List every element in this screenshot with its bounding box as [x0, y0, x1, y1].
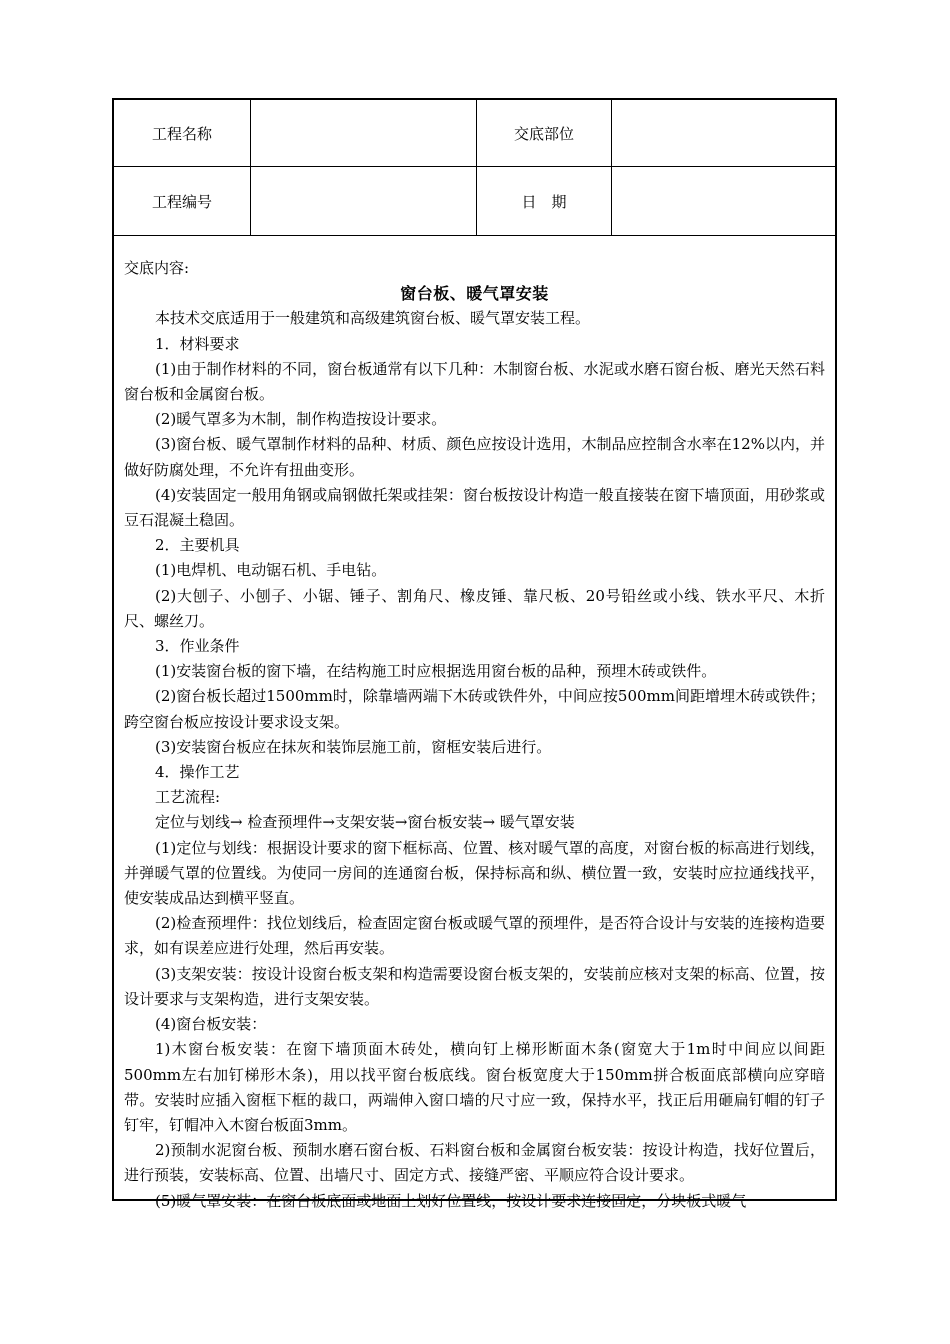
project-name-label: 工程名称: [151, 124, 212, 143]
section-heading: 1．材料要求: [155, 334, 240, 353]
project-number-value: [251, 167, 476, 235]
paragraph: (2)暖气罩多为木制，制作构造按设计要求。: [155, 410, 447, 429]
section-heading: 4．操作工艺: [155, 763, 240, 782]
paragraph: (1)定位与划线：根据设计要求的窗下框标高、位置、核对暖气罩的高度，对窗台板的标高进行划线，并弹暖气罩的位置线。为使同一房间的连通窗台板，保持标高和纵、横位置一致，安装时应拉通线找平，使安装成品达到横平竖直。: [124, 838, 825, 908]
paragraph: 1)木窗台板安装：在窗下墙顶面木砖处，横向钉上梯形断面木条(窗宽大于1m时中间应以间距500mm左右加钉梯形木条)，用以找平窗台板底线。窗台板宽度大于150mm拼合板面底部横向应穿暗带。安装时应插入窗框下框的裁口，两端伸入窗口墙的尺寸应一致，保持水平，找正后用砸扁钉帽的钉子钉牢，钉帽冲入木窗台板面3mm。: [124, 1040, 825, 1134]
paragraph: (1)电焊机、电动锯石机、手电钻。: [155, 561, 387, 580]
paragraph: (2)大刨子、小刨子、小锯、锤子、割角尺、橡皮锤、靠尺板、20号铅丝或小线、铁水平尺、木折尺、螺丝刀。: [124, 586, 825, 630]
paragraph: (3)支架安装：按设计设窗台板支架和构造需要设窗台板支架的，安装前应核对支架的标高、位置，按设计要求与支架构造，进行支架安装。: [124, 964, 825, 1008]
date-label: 日 期: [521, 192, 567, 211]
handover-content: [124, 256, 825, 1214]
paragraph: (4)安装固定一般用角钢或扁钢做托架或挂架：窗台板按设计构造一般直接装在窗下墙顶面，用砂浆或豆石混凝土稳固。: [124, 485, 825, 530]
paragraph: (1)安装窗台板的窗下墙，在结构施工时应根据选用窗台板的品种，预埋木砖或铁件。: [155, 662, 717, 681]
section-heading: 3．作业条件: [155, 637, 240, 656]
paragraph: (2)检查预埋件：找位划线后，检查固定窗台板或暖气罩的预埋件，是否符合设计与安装的连接构造要求，如有误差应进行处理，然后再安装。: [124, 914, 825, 958]
paragraph: 工艺流程:: [155, 788, 221, 807]
paragraph: (3)安装窗台板应在抹灰和装饰层施工前，窗框安装后进行。: [155, 737, 552, 756]
project-name-value: [251, 100, 476, 166]
paragraph: 本技术交底适用于一般建筑和高级建筑窗台板、暖气罩安装工程。: [155, 309, 591, 328]
document-title: 窗台板、暖气罩安装: [400, 284, 549, 304]
row-divider: [114, 235, 835, 236]
paragraph: 2)预制水泥窗台板、预制水磨石窗台板、石料窗台板和金属窗台板安装：按设计构造，找好位置后，进行预装，安装标高、位置、出墙尺寸、固定方式、接缝严密、平顺应符合设计要求。: [124, 1141, 825, 1185]
paragraph: (5)暖气罩安装：在窗台板底面或地面上划好位置线，按设计要求连接固定，分块板式暖气: [155, 1191, 747, 1210]
date-value: [612, 167, 835, 235]
section-heading: 2．主要机具: [155, 536, 240, 555]
paragraph: (3)窗台板、暖气罩制作材料的品种、材质、颜色应按设计选用，木制品应控制含水率在12%以内，并做好防腐处理，不允许有扭曲变形。: [124, 435, 825, 479]
handover-form: [112, 98, 837, 1210]
project-number-label: 工程编号: [151, 192, 212, 211]
handover-part-value: [612, 100, 835, 166]
content-label: 交底内容:: [124, 259, 190, 277]
paragraph: (1)由于制作材料的不同，窗台板通常有以下几种：木制窗台板、水泥或水磨石窗台板、磨光天然石料窗台板和金属窗台板。: [124, 359, 825, 404]
process-flow: 定位与划线→ 检查预埋件→支架安装→窗台板安装→ 暖气罩安装: [155, 813, 575, 832]
paragraph: (2)窗台板长超过1500mm时，除靠墙两端下木砖或铁件外，中间应按500mm间距增埋木砖或铁件；跨空窗台板应按设计要求设支架。: [124, 687, 825, 731]
paragraph: (4)窗台板安装：: [155, 1015, 267, 1034]
handover-part-label: 交底部位: [513, 124, 574, 143]
